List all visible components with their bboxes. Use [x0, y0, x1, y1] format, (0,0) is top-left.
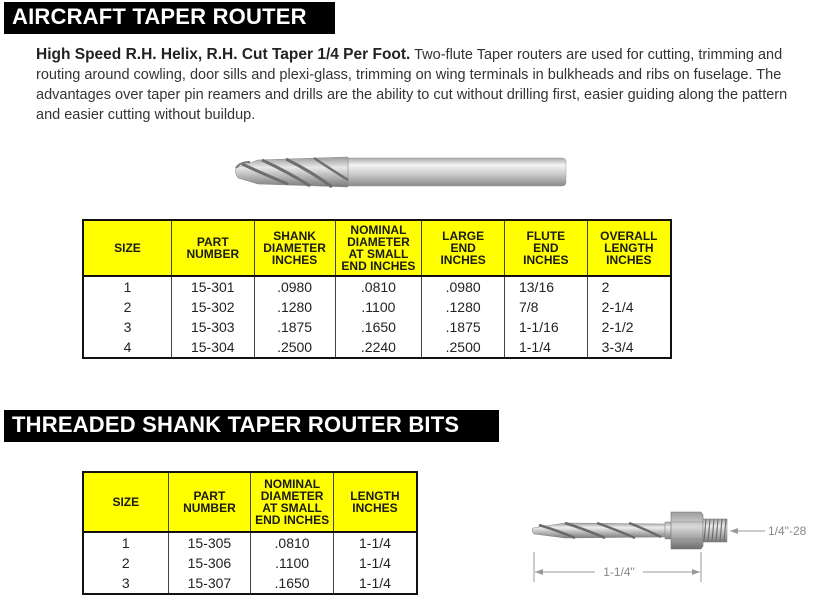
cell-size: 3 — [83, 317, 171, 337]
cell-size: 3 — [83, 573, 168, 594]
section-title-threaded-shank: THREADED SHANK TAPER ROUTER BITS — [4, 410, 499, 442]
cell-part-number: 15-301 — [171, 276, 254, 297]
header-flute-end: FLUTE END INCHES — [504, 220, 587, 276]
cell-shank-diameter: .0980 — [254, 276, 335, 297]
cell-size: 1 — [83, 532, 168, 553]
header-shank-diameter: SHANK DIAMETER INCHES — [254, 220, 335, 276]
table-header-row — [83, 220, 671, 276]
cell-nominal-diameter: .0810 — [335, 276, 422, 297]
cell-large-end: .2500 — [422, 337, 505, 358]
hex-collar — [671, 512, 703, 549]
cell-length: 1-1/4 — [359, 575, 391, 591]
length-dimension-label: 1-1/4" — [603, 565, 635, 579]
header-overall-length: OVERALL LENGTH INCHES — [587, 220, 671, 276]
section-title-aircraft-taper-router: AIRCRAFT TAPER ROUTER — [4, 2, 335, 34]
cell-large-end: .0980 — [422, 276, 505, 297]
header-length: LENGTH INCHES — [333, 472, 417, 532]
cell-length: 1-1/4 — [359, 535, 391, 551]
thread-size-label: 1/4"-28 — [768, 524, 807, 538]
cell-part-number: 15-304 — [171, 337, 254, 358]
cell-nominal-diameter: .0810 — [251, 532, 334, 553]
cell-size: 2 — [83, 553, 168, 573]
header-size: SIZE — [83, 472, 168, 532]
cell-nominal-diameter: .2240 — [335, 337, 422, 358]
cell-size: 2 — [83, 297, 171, 317]
description-body: Two-flute Taper routers are used for cutting, trimming and routing around cowling, door sills and plexi-glass, trimming on wing terminals in bulkheads and ribs on fuselage. The advantages over taper pin reamers and drills are the ability to cut without drilling first, easier guiding along the pattern and easier cutting without buildup. — [36, 47, 788, 123]
threaded-router-bit-illustration — [525, 500, 825, 585]
description-lead: High Speed R.H. Helix, R.H. Cut Taper 1/4 Per Foot. — [36, 46, 411, 63]
cell-flute-end: 1-1/16 — [504, 317, 587, 337]
cell-nominal-diameter: .1650 — [335, 317, 422, 337]
cell-large-end: .1875 — [422, 317, 505, 337]
cell-shank-diameter: .1280 — [254, 297, 335, 317]
cell-shank-diameter: .1875 — [254, 317, 335, 337]
cell-size: 4 — [83, 337, 171, 358]
cell-flute-end: 1-1/4 — [504, 337, 587, 358]
table-row — [83, 553, 417, 573]
taper-router-spec-table — [82, 219, 672, 359]
cell-nominal-diameter: .1650 — [251, 573, 334, 594]
table-row — [83, 276, 671, 297]
header-part-number: PART NUMBER — [168, 472, 251, 532]
cell-part-number: 15-306 — [168, 553, 251, 573]
table-header-row — [83, 472, 417, 532]
cell-size: 1 — [83, 276, 171, 297]
header-nominal-diameter: NOMINAL DIAMETER AT SMALL END INCHES — [251, 472, 334, 532]
cell-nominal-diameter: .1100 — [335, 297, 422, 317]
table-row — [83, 337, 671, 358]
cell-flute-end: 13/16 — [504, 276, 587, 297]
cell-large-end: .1280 — [422, 297, 505, 317]
table-row — [83, 573, 417, 594]
header-large-end: LARGE END INCHES — [422, 220, 505, 276]
cell-shank-diameter: .2500 — [254, 337, 335, 358]
cell-part-number: 15-305 — [168, 532, 251, 553]
threaded-end — [703, 519, 727, 542]
threaded-shank-spec-table — [82, 471, 418, 595]
product-description — [36, 45, 796, 125]
table-row — [83, 317, 671, 337]
header-nominal-diameter: NOMINAL DIAMETER AT SMALL END INCHES — [335, 220, 422, 276]
cell-part-number: 15-302 — [171, 297, 254, 317]
header-part-number: PART NUMBER — [171, 220, 254, 276]
cell-part-number: 15-303 — [171, 317, 254, 337]
cell-overall-length: 2 — [601, 279, 610, 295]
taper-router-illustration — [228, 150, 573, 195]
table-row — [83, 532, 417, 553]
cell-overall-length: 3-3/4 — [601, 339, 634, 355]
header-size: SIZE — [83, 220, 171, 276]
table-row — [83, 297, 671, 317]
cell-nominal-diameter: .1100 — [251, 553, 334, 573]
cell-part-number: 15-307 — [168, 573, 251, 594]
cell-flute-end: 7/8 — [504, 297, 587, 317]
cell-overall-length: 2-1/2 — [601, 319, 634, 335]
cell-length: 1-1/4 — [359, 555, 391, 571]
cell-overall-length: 2-1/4 — [601, 299, 634, 315]
